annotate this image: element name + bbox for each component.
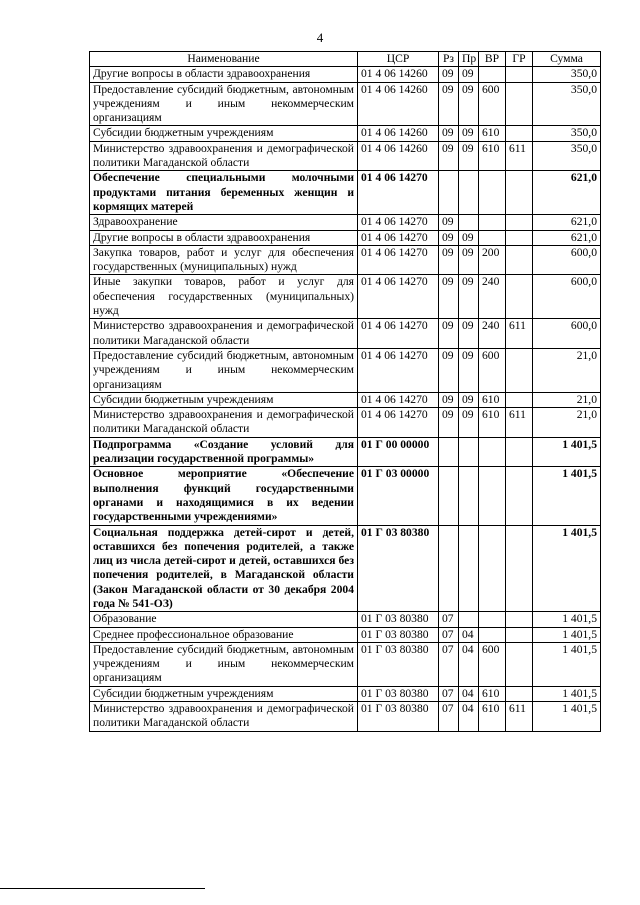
cell-vr: 610 <box>479 702 506 732</box>
cell-vr <box>479 627 506 642</box>
cell-gr <box>506 171 533 215</box>
cell-vr <box>479 230 506 245</box>
cell-csr: 01 Г 03 80380 <box>358 702 439 732</box>
table-row <box>90 467 601 525</box>
cell-rz: 09 <box>439 141 459 171</box>
table-row <box>90 408 601 438</box>
cell-rz <box>439 437 459 467</box>
cell-sum: 350,0 <box>533 126 601 141</box>
cell-rz: 07 <box>439 612 459 627</box>
cell-rz: 09 <box>439 408 459 438</box>
cell-rz: 07 <box>439 686 459 701</box>
cell-rz: 09 <box>439 67 459 82</box>
cell-vr: 610 <box>479 126 506 141</box>
cell-gr <box>506 627 533 642</box>
cell-sum: 621,0 <box>533 215 601 230</box>
cell-csr: 01 4 06 14270 <box>358 408 439 438</box>
cell-vr: 610 <box>479 141 506 171</box>
cell-gr <box>506 82 533 126</box>
cell-name: Закупка товаров, работ и услуг для обеспечения государственных (муниципальных) нужд <box>90 245 358 275</box>
cell-sum: 1 401,5 <box>533 525 601 612</box>
cell-gr: 611 <box>506 408 533 438</box>
cell-name: Другие вопросы в области здравоохранения <box>90 67 358 82</box>
cell-vr <box>479 467 506 525</box>
cell-sum: 1 401,5 <box>533 467 601 525</box>
table-row <box>90 702 601 732</box>
footnote-divider <box>0 888 205 889</box>
cell-rz <box>439 467 459 525</box>
cell-sum: 350,0 <box>533 141 601 171</box>
cell-vr <box>479 215 506 230</box>
table-header-row <box>90 52 601 67</box>
cell-vr: 610 <box>479 686 506 701</box>
cell-csr: 01 4 06 14270 <box>358 275 439 319</box>
cell-sum: 1 401,5 <box>533 702 601 732</box>
header-rz: Рз <box>439 52 459 67</box>
cell-sum: 350,0 <box>533 82 601 126</box>
cell-gr <box>506 245 533 275</box>
cell-vr <box>479 437 506 467</box>
cell-rz: 09 <box>439 82 459 126</box>
cell-csr: 01 Г 03 80380 <box>358 642 439 686</box>
cell-rz <box>439 171 459 215</box>
cell-name: Министерство здравоохранения и демографической политики Магаданской области <box>90 319 358 349</box>
cell-pr: 09 <box>459 141 479 171</box>
table-row <box>90 686 601 701</box>
cell-rz: 09 <box>439 319 459 349</box>
cell-sum: 1 401,5 <box>533 612 601 627</box>
table-row <box>90 67 601 82</box>
cell-csr: 01 4 06 14260 <box>358 126 439 141</box>
cell-name: Среднее профессиональное образование <box>90 627 358 642</box>
cell-gr <box>506 525 533 612</box>
cell-csr: 01 4 06 14270 <box>358 230 439 245</box>
cell-gr <box>506 686 533 701</box>
cell-name: Министерство здравоохранения и демографической политики Магаданской области <box>90 408 358 438</box>
cell-sum: 21,0 <box>533 392 601 407</box>
table-row <box>90 126 601 141</box>
cell-csr: 01 4 06 14270 <box>358 171 439 215</box>
cell-pr: 04 <box>459 642 479 686</box>
cell-gr <box>506 126 533 141</box>
cell-rz: 09 <box>439 126 459 141</box>
cell-csr: 01 Г 03 80380 <box>358 525 439 612</box>
cell-name: Субсидии бюджетным учреждениям <box>90 686 358 701</box>
cell-csr: 01 4 06 14270 <box>358 245 439 275</box>
cell-sum: 600,0 <box>533 245 601 275</box>
table-row <box>90 275 601 319</box>
table-row <box>90 319 601 349</box>
cell-gr: 611 <box>506 319 533 349</box>
cell-csr: 01 Г 03 80380 <box>358 686 439 701</box>
cell-pr: 04 <box>459 702 479 732</box>
cell-vr: 600 <box>479 348 506 392</box>
cell-name: Субсидии бюджетным учреждениям <box>90 392 358 407</box>
cell-sum: 21,0 <box>533 348 601 392</box>
header-vr: ВР <box>479 52 506 67</box>
cell-vr: 600 <box>479 82 506 126</box>
cell-vr: 200 <box>479 245 506 275</box>
cell-csr: 01 4 06 14270 <box>358 392 439 407</box>
cell-sum: 600,0 <box>533 319 601 349</box>
cell-vr: 610 <box>479 408 506 438</box>
cell-gr <box>506 392 533 407</box>
cell-rz: 09 <box>439 275 459 319</box>
cell-pr: 04 <box>459 686 479 701</box>
cell-name: Предоставление субсидий бюджетным, автономным учреждениям и иным некоммерческим организациям <box>90 642 358 686</box>
page-number: 4 <box>316 30 324 45</box>
cell-name: Предоставление субсидий бюджетным, автономным учреждениям и иным некоммерческим организациям <box>90 348 358 392</box>
cell-sum: 350,0 <box>533 67 601 82</box>
table-row <box>90 141 601 171</box>
cell-csr: 01 Г 03 80380 <box>358 612 439 627</box>
cell-csr: 01 4 06 14270 <box>358 319 439 349</box>
table-row <box>90 82 601 126</box>
cell-pr: 09 <box>459 275 479 319</box>
cell-gr <box>506 642 533 686</box>
cell-name: Предоставление субсидий бюджетным, автономным учреждениям и иным некоммерческим организациям <box>90 82 358 126</box>
cell-sum: 621,0 <box>533 171 601 215</box>
header-sum: Сумма <box>533 52 601 67</box>
header-pr: Пр <box>459 52 479 67</box>
cell-pr: 09 <box>459 392 479 407</box>
cell-sum: 1 401,5 <box>533 627 601 642</box>
cell-rz: 09 <box>439 230 459 245</box>
cell-vr <box>479 171 506 215</box>
cell-name: Другие вопросы в области здравоохранения <box>90 230 358 245</box>
cell-rz: 07 <box>439 627 459 642</box>
cell-csr: 01 4 06 14270 <box>358 215 439 230</box>
cell-pr <box>459 437 479 467</box>
cell-name: Министерство здравоохранения и демографической политики Магаданской области <box>90 141 358 171</box>
cell-csr: 01 4 06 14260 <box>358 82 439 126</box>
cell-pr <box>459 612 479 627</box>
cell-pr <box>459 215 479 230</box>
cell-name: Министерство здравоохранения и демографической политики Магаданской области <box>90 702 358 732</box>
cell-pr: 09 <box>459 230 479 245</box>
cell-csr: 01 4 06 14260 <box>358 141 439 171</box>
cell-gr: 611 <box>506 702 533 732</box>
table-row <box>90 612 601 627</box>
table-body <box>90 67 601 731</box>
cell-pr: 04 <box>459 627 479 642</box>
cell-pr: 09 <box>459 319 479 349</box>
budget-table <box>89 51 601 732</box>
cell-vr <box>479 67 506 82</box>
header-csr: ЦСР <box>358 52 439 67</box>
cell-sum: 1 401,5 <box>533 686 601 701</box>
cell-pr: 09 <box>459 82 479 126</box>
cell-gr <box>506 230 533 245</box>
table-row <box>90 627 601 642</box>
cell-name: Здравоохранение <box>90 215 358 230</box>
cell-rz: 07 <box>439 642 459 686</box>
cell-pr <box>459 525 479 612</box>
cell-name: Субсидии бюджетным учреждениям <box>90 126 358 141</box>
cell-csr: 01 Г 03 00000 <box>358 467 439 525</box>
cell-pr <box>459 467 479 525</box>
cell-gr <box>506 67 533 82</box>
cell-pr: 09 <box>459 408 479 438</box>
cell-rz: 09 <box>439 245 459 275</box>
cell-pr: 09 <box>459 67 479 82</box>
cell-name: Основное мероприятие «Обеспечение выполнения функций государственными органами и находящимися в их ведении государственными учреждениями» <box>90 467 358 525</box>
cell-csr: 01 4 06 14260 <box>358 67 439 82</box>
cell-csr: 01 Г 03 80380 <box>358 627 439 642</box>
table-row <box>90 642 601 686</box>
cell-pr <box>459 171 479 215</box>
cell-rz: 09 <box>439 392 459 407</box>
cell-name: Обеспечение специальными молочными продуктами питания беременных женщин и кормящих матерей <box>90 171 358 215</box>
cell-csr: 01 4 06 14270 <box>358 348 439 392</box>
cell-vr: 610 <box>479 392 506 407</box>
cell-gr <box>506 437 533 467</box>
table-row <box>90 525 601 612</box>
cell-sum: 1 401,5 <box>533 642 601 686</box>
cell-gr: 611 <box>506 141 533 171</box>
cell-name: Иные закупки товаров, работ и услуг для обеспечения государственных (муниципальных) нужд <box>90 275 358 319</box>
table-row <box>90 230 601 245</box>
table-row <box>90 392 601 407</box>
table-row <box>90 245 601 275</box>
cell-vr: 240 <box>479 319 506 349</box>
cell-pr: 09 <box>459 245 479 275</box>
cell-gr <box>506 467 533 525</box>
table-row <box>90 348 601 392</box>
cell-sum: 600,0 <box>533 275 601 319</box>
cell-name: Образование <box>90 612 358 627</box>
table-row <box>90 215 601 230</box>
cell-vr <box>479 612 506 627</box>
cell-pr: 09 <box>459 348 479 392</box>
cell-gr <box>506 348 533 392</box>
cell-rz: 07 <box>439 702 459 732</box>
cell-sum: 1 401,5 <box>533 437 601 467</box>
cell-rz: 09 <box>439 348 459 392</box>
cell-gr <box>506 275 533 319</box>
cell-vr: 600 <box>479 642 506 686</box>
cell-sum: 621,0 <box>533 230 601 245</box>
table-row <box>90 437 601 467</box>
cell-gr <box>506 215 533 230</box>
cell-vr: 240 <box>479 275 506 319</box>
header-name: Наименование <box>90 52 358 67</box>
cell-pr: 09 <box>459 126 479 141</box>
cell-sum: 21,0 <box>533 408 601 438</box>
table-row <box>90 171 601 215</box>
cell-csr: 01 Г 00 00000 <box>358 437 439 467</box>
cell-vr <box>479 525 506 612</box>
cell-rz: 09 <box>439 215 459 230</box>
cell-name: Социальная поддержка детей-сирот и детей, оставшихся без попечения родителей, а также лиц из числа детей-сирот и детей, оставшихся без попечения родителей, в Магаданской области (Закон Магаданской области от 30 декабря 2004 года № 541-ОЗ) <box>90 525 358 612</box>
cell-gr <box>506 612 533 627</box>
cell-name: Подпрограмма «Создание условий для реализации государственной программы» <box>90 437 358 467</box>
cell-rz <box>439 525 459 612</box>
header-gr: ГР <box>506 52 533 67</box>
